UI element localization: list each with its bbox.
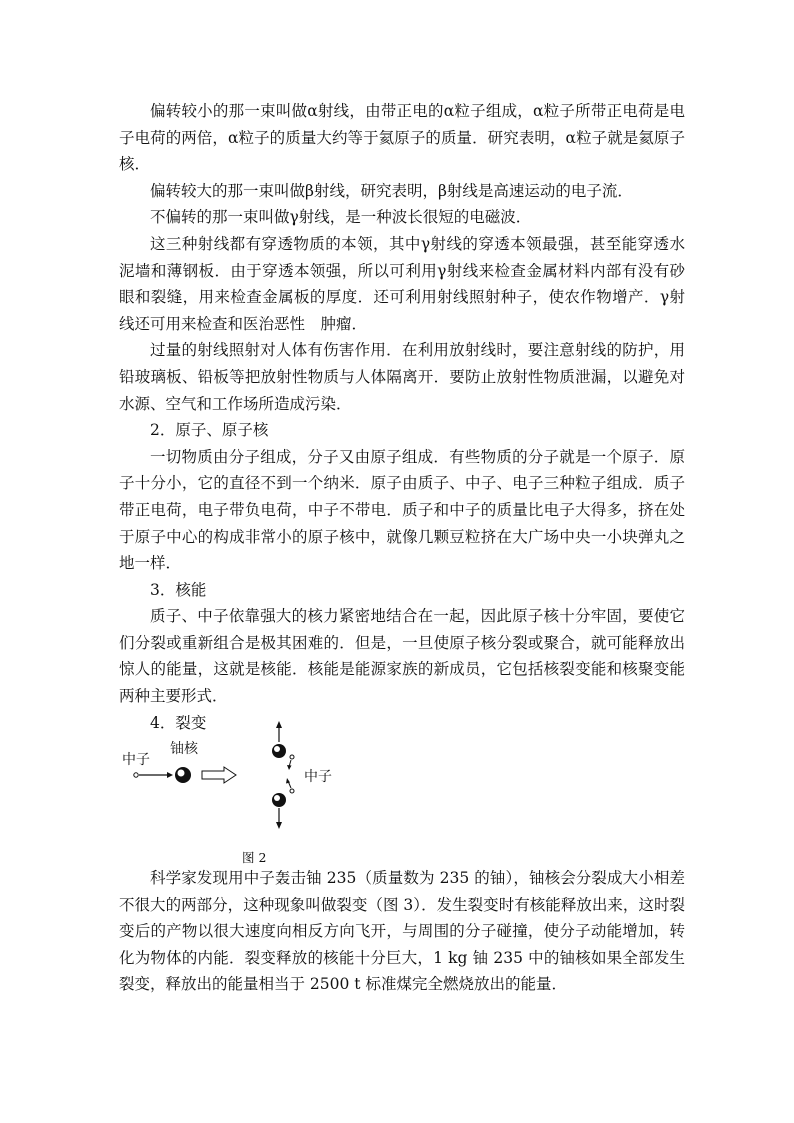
lower-fragment-highlight [274, 795, 280, 801]
incoming-neutron-arrowhead [167, 772, 173, 778]
body-text-top [119, 98, 685, 736]
process-arrow [202, 767, 236, 783]
paragraph-atom: 一切物质由分子组成，分子又由原子组成．有些物质的分子就是一个原子．原子十分小，它的直径不到一个纳米．原子由质子、中子、电子三种粒子组成．质子带正电荷，电子带负电荷，中子不带电．质子和中子的质量比电子大得多，挤在处于原子中心的构成非常小的原子核中，就像几颗豆粒挤在大广场中央一小块弹丸之地一样． [119, 447, 685, 573]
label-uranium-nucleus: 铀核 [170, 741, 198, 757]
lower-fragment-arrowhead [276, 822, 282, 829]
fission-diagram [119, 718, 349, 868]
label-incoming-neutron: 中子 [122, 752, 150, 768]
paragraph-gamma: 不偏转的那一束叫做γ射线，是一种波长很短的电磁波． [150, 208, 532, 227]
upper-fragment-arrowhead [276, 721, 282, 728]
paragraph-alpha: 偏转较小的那一束叫做α射线，由带正电的α粒子组成，α粒子所带正电荷是电子电荷的两倍，α粒子的质量大约等于氦原子的质量．研究表明，α粒子就是氦原子核． [119, 102, 685, 174]
paragraph-fission: 科学家发现用中子轰击铀 235（质量数为 235 的铀），铀核会分裂成大小相差不很大的两部分，这种现象叫做裂变（图 3）．发生裂变时有核能释放出来，这时裂变后的产物以很大速度向相反方向飞开，与周围的分子碰撞，使分子动能增加，转化为物体的内能．裂变释放的核能十分巨大，1 kg 铀 235 中的铀核如果全部发生裂变，释放出的能量相当于 2500 t 标准煤完全燃烧放出的能量． [119, 869, 685, 994]
lower-neutron-dot [290, 789, 294, 793]
fission-figure [119, 718, 349, 868]
body-text-fission [119, 865, 685, 998]
paragraph-protection: 过量的射线照射对人体有伤害作用．在利用放射线时，要注意射线的防护，用铅玻璃板、铅板等把放射性物质与人体隔离开．要防止放射性物质泄漏，以避免对水源、空气和工作场所造成污染． [119, 341, 685, 413]
figure-caption: 图 2 [242, 850, 267, 865]
paragraph-beta: 偏转较大的那一束叫做β射线，研究表明，β射线是高速运动的电子流． [150, 181, 633, 200]
section-heading-atom: 2．原子、原子核 [150, 421, 269, 440]
lower-neutron-arrowhead [286, 778, 290, 784]
section-heading-nuclear-energy: 3．核能 [150, 580, 207, 599]
paragraph-penetration: 这三种射线都有穿透物质的本领，其中γ射线的穿透本领最强，甚至能穿透水泥墙和薄钢板．由于穿透本领强，所以可利用γ射线来检查金属材料内部有没有砂眼和裂缝，用来检查金属板的厚度．还可利用射线照射种子，使农作物增产．γ射线还可用来检查和医治恶性 肿瘤． [119, 234, 685, 333]
upper-neutron-dot [290, 755, 294, 759]
paragraph-nuclear-energy: 质子、中子依靠强大的核力紧密地结合在一起，因此原子核十分牢固，要使它们分裂或重新组合是极其困难的．但是，一旦使原子核分裂或聚合，就可能释放出惊人的能量，这就是核能．核能是能源家族的新成员，它包括核裂变能和核聚变能两种主要形式． [119, 607, 685, 706]
uranium-nucleus-highlight [178, 770, 185, 777]
upper-fragment-highlight [274, 746, 280, 752]
section-heading-fission: 4．裂变 [150, 713, 207, 732]
upper-neutron-arrowhead [287, 765, 292, 770]
label-outgoing-neutron: 中子 [304, 769, 332, 785]
incoming-neutron-dot [134, 773, 138, 777]
